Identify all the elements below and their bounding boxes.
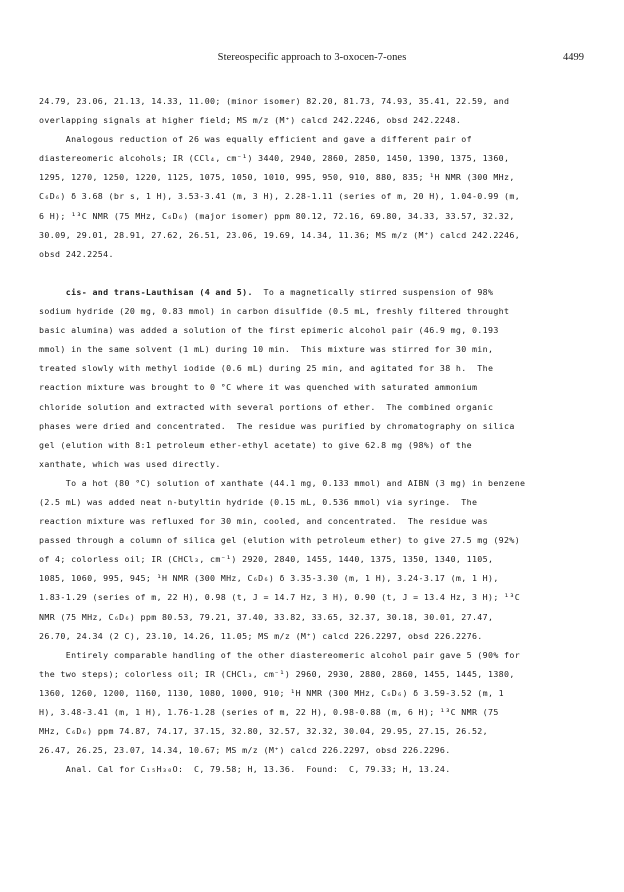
text-line: reaction mixture was brought to 0 °C where it was quenched with saturated ammonium xyxy=(39,382,478,393)
paragraph-gap xyxy=(39,264,587,283)
text-line: passed through a column of silica gel (elution with petroleum ether) to give 27.5 mg (92%) xyxy=(39,535,521,546)
text-line: 1085, 1060, 995, 945; ¹H NMR (300 MHz, C₆D₆) δ 3.35-3.30 (m, 1 H), 3.24-3.17 (m, 1 H), xyxy=(39,573,499,584)
text-line: the two steps); colorless oil; IR (CHCl₃, cm⁻¹) 2960, 2930, 2880, 2860, 1455, 1445, 1380, xyxy=(39,668,515,679)
text-line: xanthate, which was used directly. xyxy=(39,458,221,469)
text-line: C₆D₆) δ 3.68 (br s, 1 H), 3.53-3.41 (m, 3 H), 2.28-1.11 (series of m, 20 H), 1.04-0.99 (m, xyxy=(39,191,521,202)
text-line: NMR (75 MHz, C₆D₆) ppm 80.53, 79.21, 37.40, 33.82, 33.65, 32.37, 30.18, 30.01, 27.47, xyxy=(39,611,494,622)
text-line: reaction mixture was refluxed for 30 min, cooled, and concentrated. The residue was xyxy=(39,516,488,527)
running-title: Stereospecific approach to 3-oxocen-7-ones xyxy=(217,52,407,63)
text-line: mmol) in the same solvent (1 mL) during 10 min. This mixture was stirred for 30 min, xyxy=(39,344,494,355)
text-line: To a hot (80 °C) solution of xanthate (44.1 mg, 0.133 mmol) and AIBN (3 mg) in benzene xyxy=(39,477,526,488)
text-line: 1.83-1.29 (series of m, 22 H), 0.98 (t, J = 14.7 Hz, 3 H), 0.90 (t, J = 13.4 Hz, 3 H); ¹³C xyxy=(39,592,521,603)
text-line: obsd 242.2254. xyxy=(39,248,114,259)
text-line: gel (elution with 8:1 petroleum ether-ethyl acetate) to give 62.8 mg (98%) of the xyxy=(39,439,472,450)
text-line: H), 3.48-3.41 (m, 1 H), 1.76-1.28 (series of m, 22 H), 0.98-0.88 (m, 6 H); ¹³C NMR (75 xyxy=(39,707,499,717)
text-line: cis- and trans-Lauthisan (4 and 5). To a magnetically stirred suspension of 98% xyxy=(65,286,494,297)
text-line: 24.79, 23.06, 21.13, 14.33, 11.00; (minor isomer) 82.20, 81.73, 74.93, 35.41, 22.59, and xyxy=(39,96,510,106)
text-line: 1360, 1260, 1200, 1160, 1130, 1080, 1000, 910; ¹H NMR (300 MHz, C₆D₆) δ 3.59-3.52 (m, 1 xyxy=(39,687,505,698)
page-number: 4499 xyxy=(563,52,584,63)
text-line: MHz, C₆D₆) ppm 74.87, 74.17, 37.15, 32.80, 32.57, 32.32, 30.04, 29.95, 27.15, 26.52, xyxy=(39,726,488,737)
text-line: of 4; colorless oil; IR (CHCl₃, cm⁻¹) 2920, 2840, 1455, 1440, 1375, 1350, 1340, 1105, xyxy=(39,554,494,565)
text-line: (2.5 mL) was added neat n-butyltin hydride (0.15 mL, 0.536 mmol) via syringe. The xyxy=(39,496,478,507)
text-line: basic alumina) was added a solution of the first epimeric alcohol pair (46.9 mg, 0.193 xyxy=(39,325,499,336)
text-line: treated slowly with methyl iodide (0.6 mL) during 25 min, and agitated for 38 h. The xyxy=(39,363,494,374)
text-line: 26.47, 26.25, 23.07, 14.34, 10.67; MS m/z (M⁺) calcd 226.2297, obsd 226.2296. xyxy=(39,745,451,756)
text-line: Anal. Cal for C₁₅H₃₀O: C, 79.58; H, 13.36. Found: C, 79.33; H, 13.24. xyxy=(39,764,451,775)
text-line: sodium hydride (20 mg, 0.83 mmol) in carbon disulfide (0.5 mL, freshly filtered throught xyxy=(39,306,510,317)
page-header xyxy=(0,52,624,68)
text-line: phases were dried and concentrated. The residue was purified by chromatography on silica xyxy=(39,420,515,431)
text-line: 30.09, 29.01, 28.91, 27.62, 26.51, 23.06, 19.69, 14.34, 11.36; MS m/z (M⁺) calcd 242.2246, xyxy=(39,229,521,240)
text-line: Entirely comparable handling of the other diastereomeric alcohol pair gave 5 (90% for xyxy=(39,649,521,660)
text-line: overlapping signals at higher field; MS m/z (M⁺) calcd 242.2246, obsd 242.2248. xyxy=(39,115,462,126)
body-text xyxy=(39,92,587,779)
text-line: Analogous reduction of 26 was equally efficient and gave a different pair of xyxy=(39,134,472,145)
text-line: 6 H); ¹³C NMR (75 MHz, C₆D₆) (major isomer) ppm 80.12, 72.16, 69.80, 34.33, 33.57, 32.32, xyxy=(39,210,515,221)
text-line: 1295, 1270, 1250, 1220, 1125, 1075, 1050, 1010, 995, 950, 910, 880, 835; ¹H NMR (300 MHz, xyxy=(39,172,515,183)
text-line: 26.70, 24.34 (2 C), 23.10, 14.26, 11.05; MS m/z (M⁺) calcd 226.2297, obsd 226.2276. xyxy=(39,630,483,641)
section-heading: cis- and trans-Lauthisan (4 and 5). xyxy=(65,286,253,297)
text-line: diastereomeric alcohols; IR (CCl₄, cm⁻¹) 3440, 2940, 2860, 2850, 1450, 1390, 1375, 1360, xyxy=(39,153,510,164)
text-line: chloride solution and extracted with several portions of ether. The combined organic xyxy=(39,401,494,412)
